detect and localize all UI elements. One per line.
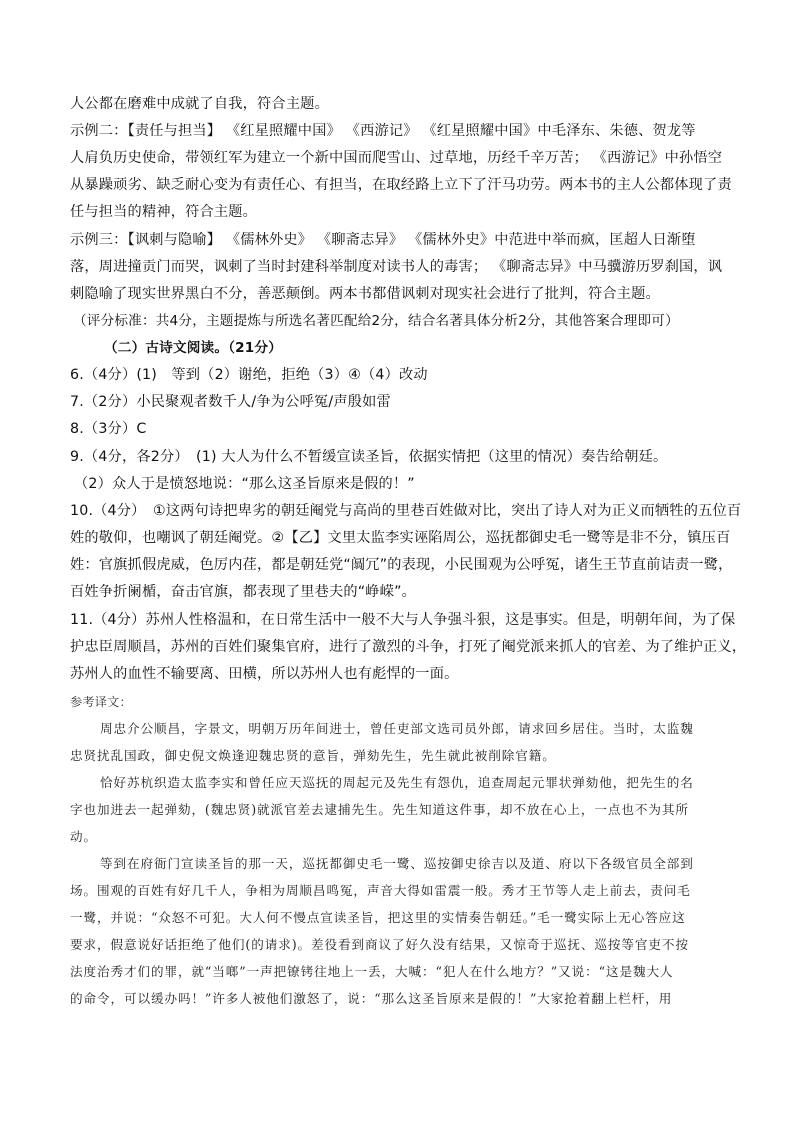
answer-line: 9.（4分，各2分） (1) 大人为什么不暂缓宣读圣旨，依据实情把（这里的情况）奏告给朝廷。 [70, 449, 668, 465]
answer-line: 示例三：【讽刺与隐喻】 《儒林外史》 《聊斋志异》 《儒林外史》中范进中举而疯，匡超人日渐堕 [70, 232, 696, 248]
answer-line: 人公都在磨难中成就了自我，符合主题。 [70, 96, 329, 112]
translation-line: 等到在府衙门宣读圣旨的那一天，巡抚都御史毛一鹭、巡按御史徐吉以及道、府以下各级官员全部到 [100, 856, 694, 871]
translation-line: 忠贤扰乱国政，御史倪文焕逢迎魏忠贤的意旨，弹劾先生，先生就此被削除官籍。 [70, 748, 556, 763]
translation-line: 一鹭，并说：“众怒不可犯。大人何不慢点宣读圣旨，把这里的实情奏告朝廷。”毛一鹭实际上无心答应这 [70, 910, 686, 925]
answer-line: 11.（4分）苏州人性格温和，在日常生活中一般不大与人争强斗狠，这是事实。但是，明朝年间，为了保 [70, 612, 736, 628]
translation-line: 要求，假意说好话拒绝了他们(的请求)。差役看到商议了好久没有结果，又惊奇于巡抚、巡按等官吏不按 [70, 937, 689, 952]
answer-line: 示例二：【责任与担当】 《红星照耀中国》 《西游记》 《红星照耀中国》中毛泽东、朱德、贺龙等 [70, 123, 696, 139]
answer-line: 7.（2分）小民聚观者数千人/争为公呼冤/声殷如雷 [70, 394, 391, 410]
scoring-note: （评分标准：共4分，主题提炼与所选名著匹配给2分，结合名著具体分析2分，其他答案合理即可） [73, 313, 679, 329]
answer-line: 落，周进撞贡门而哭，讽刺了当时封建科举制度对读书人的毒害； 《聊斋志异》中马骥游历罗刹国，讽 [70, 259, 723, 275]
translation-line: 场。围观的百姓有好几千人，争相为周顺昌鸣冤，声音大得如雷震一般。秀才王节等人走上前去，责问毛 [70, 883, 691, 898]
answer-line: 从暴躁顽劣、缺乏耐心变为有责任心、有担当，在取经路上立下了汗马功劳。两本书的主人公都体现了责 [70, 177, 732, 193]
answer-line: （2）众人于是愤怒地说：“那么这圣旨原来是假的！” [74, 476, 415, 492]
answer-line: 8.（3分）C [70, 421, 147, 437]
answer-line: 任与担当的精神，符合主题。 [70, 204, 258, 220]
section-heading: （二）古诗文阅读。（21分） [104, 340, 283, 356]
answer-line: 人肩负历史使命，带领红军为建立一个新中国而爬雪山、过草地，历经千辛万苦； 《西游记》中孙悟空 [70, 150, 723, 166]
answer-line: 苏州人的血性不输要离、田横，所以苏州人也有彪悍的一面。 [70, 666, 459, 682]
answer-line: 刺隐喻了现实世界黑白不分，善恶颠倒。两本书都借讽刺对现实社会进行了批判，符合主题。 [70, 286, 660, 302]
translation-line: 周忠介公顺昌，字景文，明朝万历年间进士，曾任吏部文选司员外郎，请求回乡居住。当时，太监魏 [100, 721, 694, 736]
answer-line: 护忠臣周顺昌，苏州的百姓们聚集官府，进行了激烈的斗争，打死了阉党派来抓人的官差、为了维护正义， [70, 639, 747, 655]
answer-line: 6.（4分）(1) 等到（2）谢绝，拒绝（3）④（4）改动 [70, 367, 428, 383]
translation-label: 参考译文： [70, 695, 132, 709]
answer-line: 百姓争折阑楯，奋击官旗，都表现了里巷夫的“峥嵘”。 [70, 584, 417, 600]
translation-line: 法度治秀才们的罪，就“当啷”一声把镣铐往地上一丢，大喊：“犯人在什么地方？”又说：“这是魏大人 [70, 964, 674, 979]
answer-line: 姓：官旗抓假虎威，色厉内荏，都是朝廷党“阘冗”的表现，小民围观为公呼冤，诸生王节直前诘责一鹭， [70, 557, 733, 573]
translation-line: 字也加进去一起弹劾，(魏忠贤)就派官差去逮捕先生。先生知道这件事，却不放在心上，一点也不为其所 [70, 802, 689, 817]
translation-line: 恰好苏杭织造太监李实和曾任应天巡抚的周起元及先生有怨仇，追查周起元罪状弹劾他，把先生的名 [100, 775, 694, 790]
answer-line: 10.（4分） ①这两句诗把卑劣的朝廷阉党与高尚的里巷百姓做对比，突出了诗人对为正义而牺牲的五位百 [70, 503, 742, 519]
translation-line: 的命令，可以缓办吗！”许多人被他们激怒了，说：“那么这圣旨原来是假的！”大家抢着翻上栏杆，用 [70, 991, 673, 1006]
translation-line: 动。 [70, 829, 97, 844]
answer-line: 姓的敬仰，也嘲讽了朝廷阉党。②【乙】文里太监李实诬陷周公，巡抚都御史毛一鹭等是非不分，镇压百 [70, 530, 731, 546]
